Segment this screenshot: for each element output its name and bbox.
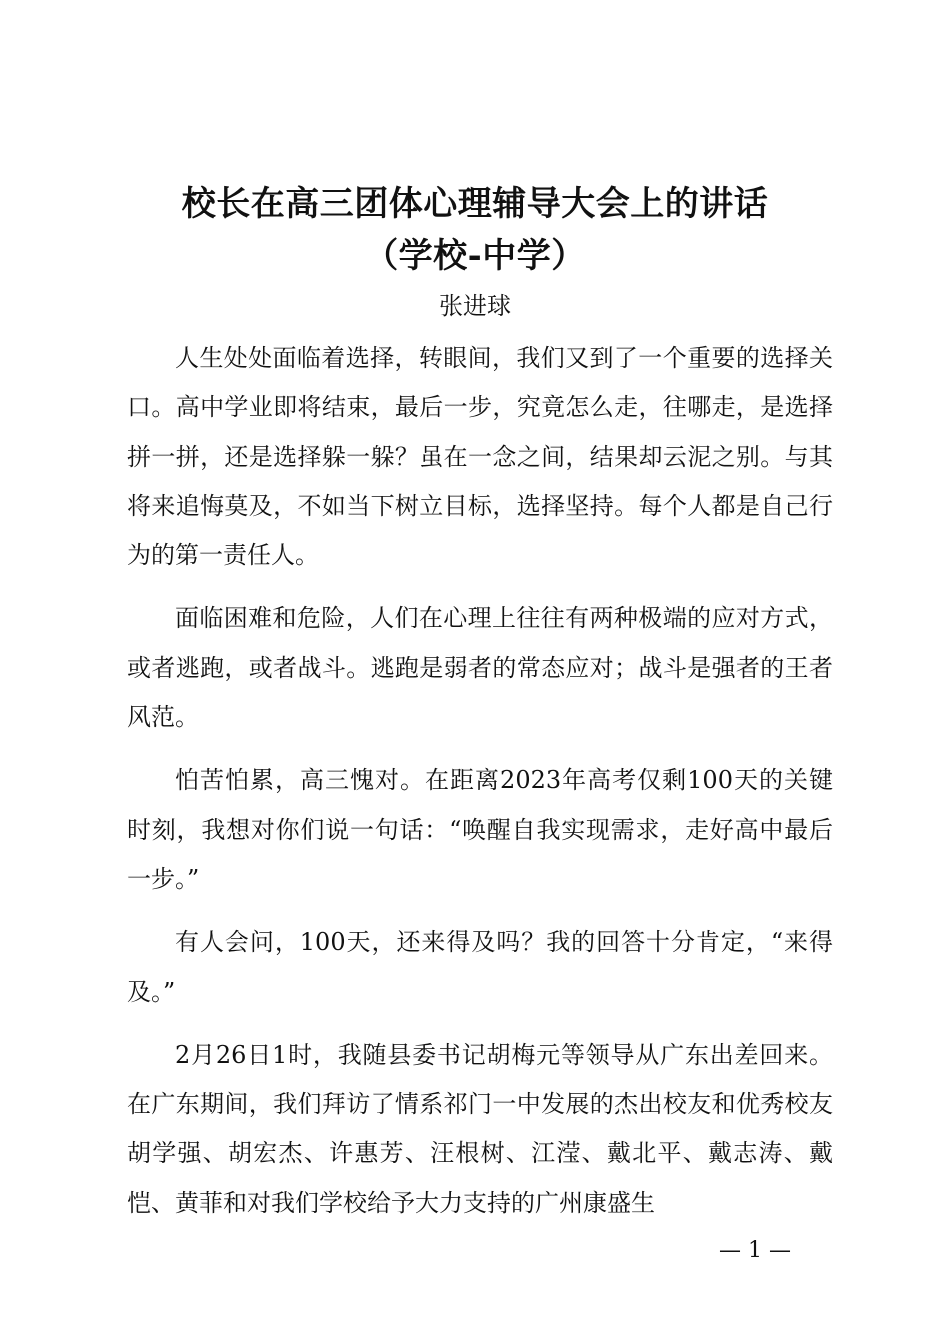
paragraph: 2月26日1时，我随县委书记胡梅元等领导从广东出差回来。在广东期间，我们拜访了情系祁门一中发展的杰出校友和优秀校友胡学强、胡宏杰、许惠芳、汪根树、江滢、戴北平、戴志涛、戴恺、黄菲和对我们学校给予大力支持的广州康盛生	[127, 1040, 833, 1217]
title-block	[0, 178, 950, 282]
document-title: 校长在高三团体心理辅导大会上的讲话	[181, 184, 769, 224]
document-subtitle: （学校-中学）	[364, 236, 586, 276]
author-name: 张进球	[439, 292, 511, 320]
paragraph: 面临困难和危险，人们在心理上往往有两种极端的应对方式，或者逃跑，或者战斗。逃跑是弱者的常态应对；战斗是强者的王者风范。	[127, 604, 833, 732]
page-number: — 1 —	[719, 1238, 791, 1263]
paragraph: 有人会问，100天，还来得及吗？我的回答十分肯定，“来得及。”	[127, 928, 833, 1006]
paragraph: 怕苦怕累，高三愧对。在距离2023年高考仅剩100天的关键时刻，我想对你们说一句话：“唤醒自我实现需求，走好高中最后一步。”	[127, 766, 833, 893]
document-body	[127, 334, 833, 1242]
paragraph: 人生处处面临着选择，转眼间，我们又到了一个重要的选择关口。高中学业即将结束，最后一步，究竟怎么走，往哪走，是选择拼一拼，还是选择躲一躲？虽在一念之间，结果却云泥之别。与其将来追悔莫及，不如当下树立目标，选择坚持。每个人都是自己行为的第一责任人。	[127, 344, 833, 570]
